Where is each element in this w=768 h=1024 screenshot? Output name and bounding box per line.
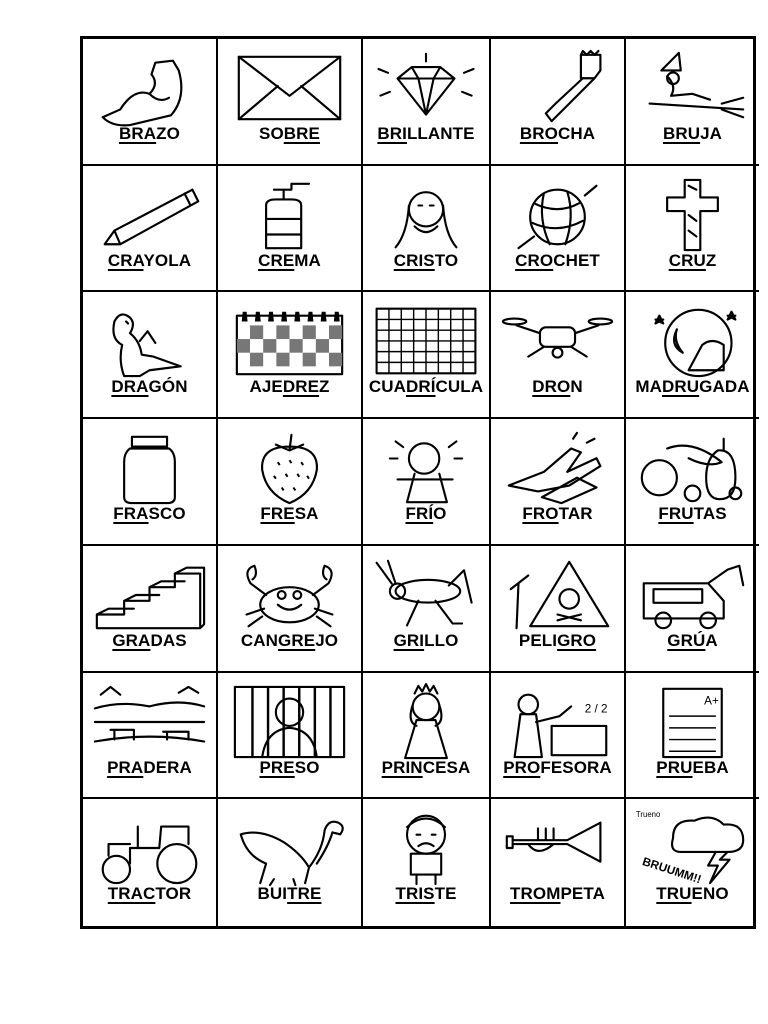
envelope-icon: [224, 49, 355, 127]
word-card: [83, 292, 218, 419]
word-syllable: CRO: [515, 250, 554, 270]
word-syllable: PRO: [503, 757, 541, 777]
word-label: [83, 124, 216, 144]
word-card: [218, 419, 363, 546]
word-card-grid: [80, 36, 756, 929]
word-label: [218, 504, 361, 524]
fruits-icon: [632, 429, 753, 507]
word-prefix: CAN: [240, 630, 279, 650]
word-label: [363, 377, 489, 397]
word-syllable: CRIS: [393, 250, 435, 270]
word-label: [626, 631, 759, 651]
stairs-icon: [89, 556, 210, 634]
word-syllable: BRI: [377, 124, 407, 143]
word-syllable: GRO: [557, 630, 597, 650]
word-card: [83, 546, 218, 673]
word-syllable: FRU: [658, 504, 694, 524]
word-syllable: TRU: [656, 884, 692, 904]
jesus-icon: [369, 176, 483, 254]
danger-sign-icon: [497, 556, 618, 634]
word-suffix: TOR: [155, 884, 192, 904]
word-card: [218, 39, 363, 166]
tractor-icon: [89, 809, 210, 887]
word-label: [218, 884, 361, 904]
word-suffix: CHA: [557, 124, 596, 143]
word-label: [83, 884, 216, 904]
prisoner-icon: [224, 683, 355, 761]
word-prefix: CUA: [368, 377, 406, 397]
word-syllable: CRE: [258, 250, 295, 270]
word-suffix: MA: [294, 250, 321, 270]
word-syllable: GRA: [112, 630, 151, 650]
word-label: [83, 377, 216, 397]
rubbing-hands-icon: [497, 429, 618, 507]
crayon-icon: [89, 176, 210, 254]
word-syllable: PRIN: [381, 757, 423, 777]
word-suffix: Z: [705, 250, 717, 270]
word-suffix: A: [705, 630, 718, 650]
word-card: [83, 673, 218, 800]
word-suffix: YOLA: [143, 250, 192, 270]
word-card: [491, 673, 626, 800]
word-label: [83, 758, 216, 778]
trumpet-icon: [497, 809, 618, 887]
word-syllable: GRE: [278, 630, 316, 650]
word-label: [218, 631, 361, 651]
word-suffix: CULA: [435, 377, 484, 397]
word-card: [626, 419, 759, 546]
word-syllable: BRE: [283, 124, 320, 143]
jar-icon: [89, 429, 210, 507]
word-label: [218, 251, 361, 271]
word-suffix: ZO: [156, 124, 180, 143]
word-suffix: GADA: [699, 377, 750, 397]
word-suffix: PETA: [560, 884, 605, 904]
word-card: [363, 546, 491, 673]
strawberry-icon: [224, 429, 355, 507]
word-suffix: DERA: [143, 757, 192, 777]
word-label: [363, 504, 489, 524]
word-card: [363, 673, 491, 800]
word-label: [363, 758, 489, 778]
diamond-icon: [369, 49, 483, 127]
word-card: [363, 419, 491, 546]
dragon-icon: [89, 302, 210, 380]
word-syllable: DRO: [532, 377, 571, 397]
word-prefix: SO: [259, 124, 284, 143]
word-syllable: CRA: [107, 250, 144, 270]
word-card: [491, 546, 626, 673]
word-card: [218, 673, 363, 800]
arm-muscle-icon: [89, 49, 210, 127]
word-card: [218, 166, 363, 293]
teacher-icon: [497, 683, 618, 761]
word-prefix: BUI: [257, 884, 288, 904]
word-syllable: PRU: [656, 757, 693, 777]
word-prefix: PELI: [518, 630, 558, 650]
word-prefix: MA: [635, 377, 663, 397]
word-syllable: DRE: [282, 377, 320, 397]
word-suffix: TO: [434, 250, 459, 270]
word-card: [626, 39, 759, 166]
word-card: [626, 673, 759, 800]
word-card: [491, 799, 626, 926]
word-syllable: FRE: [260, 504, 295, 524]
cold-person-icon: [369, 429, 483, 507]
word-card: [491, 39, 626, 166]
word-label: [363, 251, 489, 271]
math-text: 2 / 2: [584, 701, 608, 715]
word-card: [491, 166, 626, 293]
trueno-sound: BRUUMM!!: [640, 855, 703, 887]
word-syllable: BRU: [662, 124, 701, 143]
word-label: [83, 631, 216, 651]
cross-icon: [632, 176, 753, 254]
word-syllable: DRA: [111, 377, 149, 397]
word-suffix: JO: [315, 630, 339, 650]
word-syllable: BRA: [119, 124, 157, 143]
word-card: [626, 166, 759, 293]
word-syllable: TROM: [510, 884, 561, 904]
word-syllable: CRU: [668, 250, 706, 270]
word-card: [363, 39, 491, 166]
word-prefix: AJE: [249, 377, 283, 397]
princess-icon: [369, 683, 483, 761]
meadow-icon: [89, 683, 210, 761]
word-syllable: FRÍ: [405, 504, 434, 524]
word-suffix: EBA: [692, 757, 729, 777]
word-suffix: N: [570, 377, 583, 397]
word-label: [491, 758, 624, 778]
word-syllable: DRU: [662, 377, 700, 397]
word-label: [626, 758, 759, 778]
word-suffix: LLANTE: [406, 124, 475, 143]
word-label: [363, 631, 489, 651]
word-suffix: ENO: [691, 884, 729, 904]
grade-text: A+: [704, 694, 719, 708]
word-label: [218, 124, 361, 144]
word-label: [491, 631, 624, 651]
word-card: [626, 799, 759, 926]
word-card: [491, 292, 626, 419]
word-label: [491, 377, 624, 397]
word-label: [491, 124, 624, 144]
word-card: [626, 546, 759, 673]
word-label: [626, 251, 759, 271]
vulture-icon: [224, 809, 355, 887]
word-card: [83, 166, 218, 293]
chessboard-icon: [224, 302, 355, 380]
word-card: [626, 292, 759, 419]
word-label: [363, 124, 489, 144]
word-suffix: LLO: [424, 630, 459, 650]
witch-icon: [632, 49, 753, 127]
tow-truck-icon: [632, 556, 753, 634]
paintbrush-icon: [497, 49, 618, 127]
word-syllable: GRI: [393, 630, 425, 650]
word-card: [83, 419, 218, 546]
word-card: [218, 799, 363, 926]
word-label: [363, 884, 489, 904]
sad-boy-icon: [369, 809, 483, 887]
word-label: [491, 884, 624, 904]
word-label: [218, 758, 361, 778]
word-label: [626, 504, 759, 524]
word-label: [491, 504, 624, 524]
word-card: [363, 292, 491, 419]
word-card: [491, 419, 626, 546]
word-suffix: O: [433, 504, 447, 524]
word-card: [83, 799, 218, 926]
word-card: [218, 292, 363, 419]
word-syllable: TRE: [287, 884, 322, 904]
word-syllable: TRIS: [395, 884, 435, 904]
lotion-bottle-icon: [224, 176, 355, 254]
word-label: [626, 377, 759, 397]
word-suffix: TE: [434, 884, 457, 904]
word-syllable: DRÍ: [405, 377, 436, 397]
word-suffix: CESA: [422, 757, 471, 777]
word-suffix: JA: [700, 124, 723, 143]
test-paper-icon: [632, 683, 753, 761]
word-suffix: FESORA: [540, 757, 612, 777]
word-syllable: PRA: [107, 757, 144, 777]
word-suffix: GÓN: [148, 377, 188, 397]
word-suffix: TAS: [693, 504, 727, 524]
word-card: [363, 799, 491, 926]
thunder-cloud-icon: [632, 809, 753, 887]
trueno-label: Trueno: [635, 810, 661, 820]
sleeping-child-icon: [632, 302, 753, 380]
cricket-icon: [369, 556, 483, 634]
word-card: [363, 166, 491, 293]
word-suffix: Z: [319, 377, 330, 397]
word-label: [491, 251, 624, 271]
word-suffix: SA: [294, 504, 319, 524]
word-suffix: DAS: [150, 630, 187, 650]
word-label: [218, 377, 361, 397]
crab-icon: [224, 556, 355, 634]
word-suffix: CHET: [553, 250, 600, 270]
word-suffix: TAR: [558, 504, 593, 524]
yarn-ball-icon: [497, 176, 618, 254]
word-label: [83, 251, 216, 271]
word-suffix: SO: [294, 757, 320, 777]
word-syllable: FRO: [522, 504, 559, 524]
word-syllable: PRE: [259, 757, 295, 777]
word-suffix: SCO: [148, 504, 186, 524]
word-label: [626, 884, 759, 904]
word-syllable: TRAC: [107, 884, 156, 904]
word-syllable: FRA: [113, 504, 149, 524]
word-label: [626, 124, 759, 144]
word-syllable: BRO: [519, 124, 558, 143]
grid-paper-icon: [369, 302, 483, 380]
word-card: [218, 546, 363, 673]
word-syllable: GRÚ: [667, 630, 706, 650]
word-card: [83, 39, 218, 166]
word-label: [83, 504, 216, 524]
drone-icon: [497, 302, 618, 380]
